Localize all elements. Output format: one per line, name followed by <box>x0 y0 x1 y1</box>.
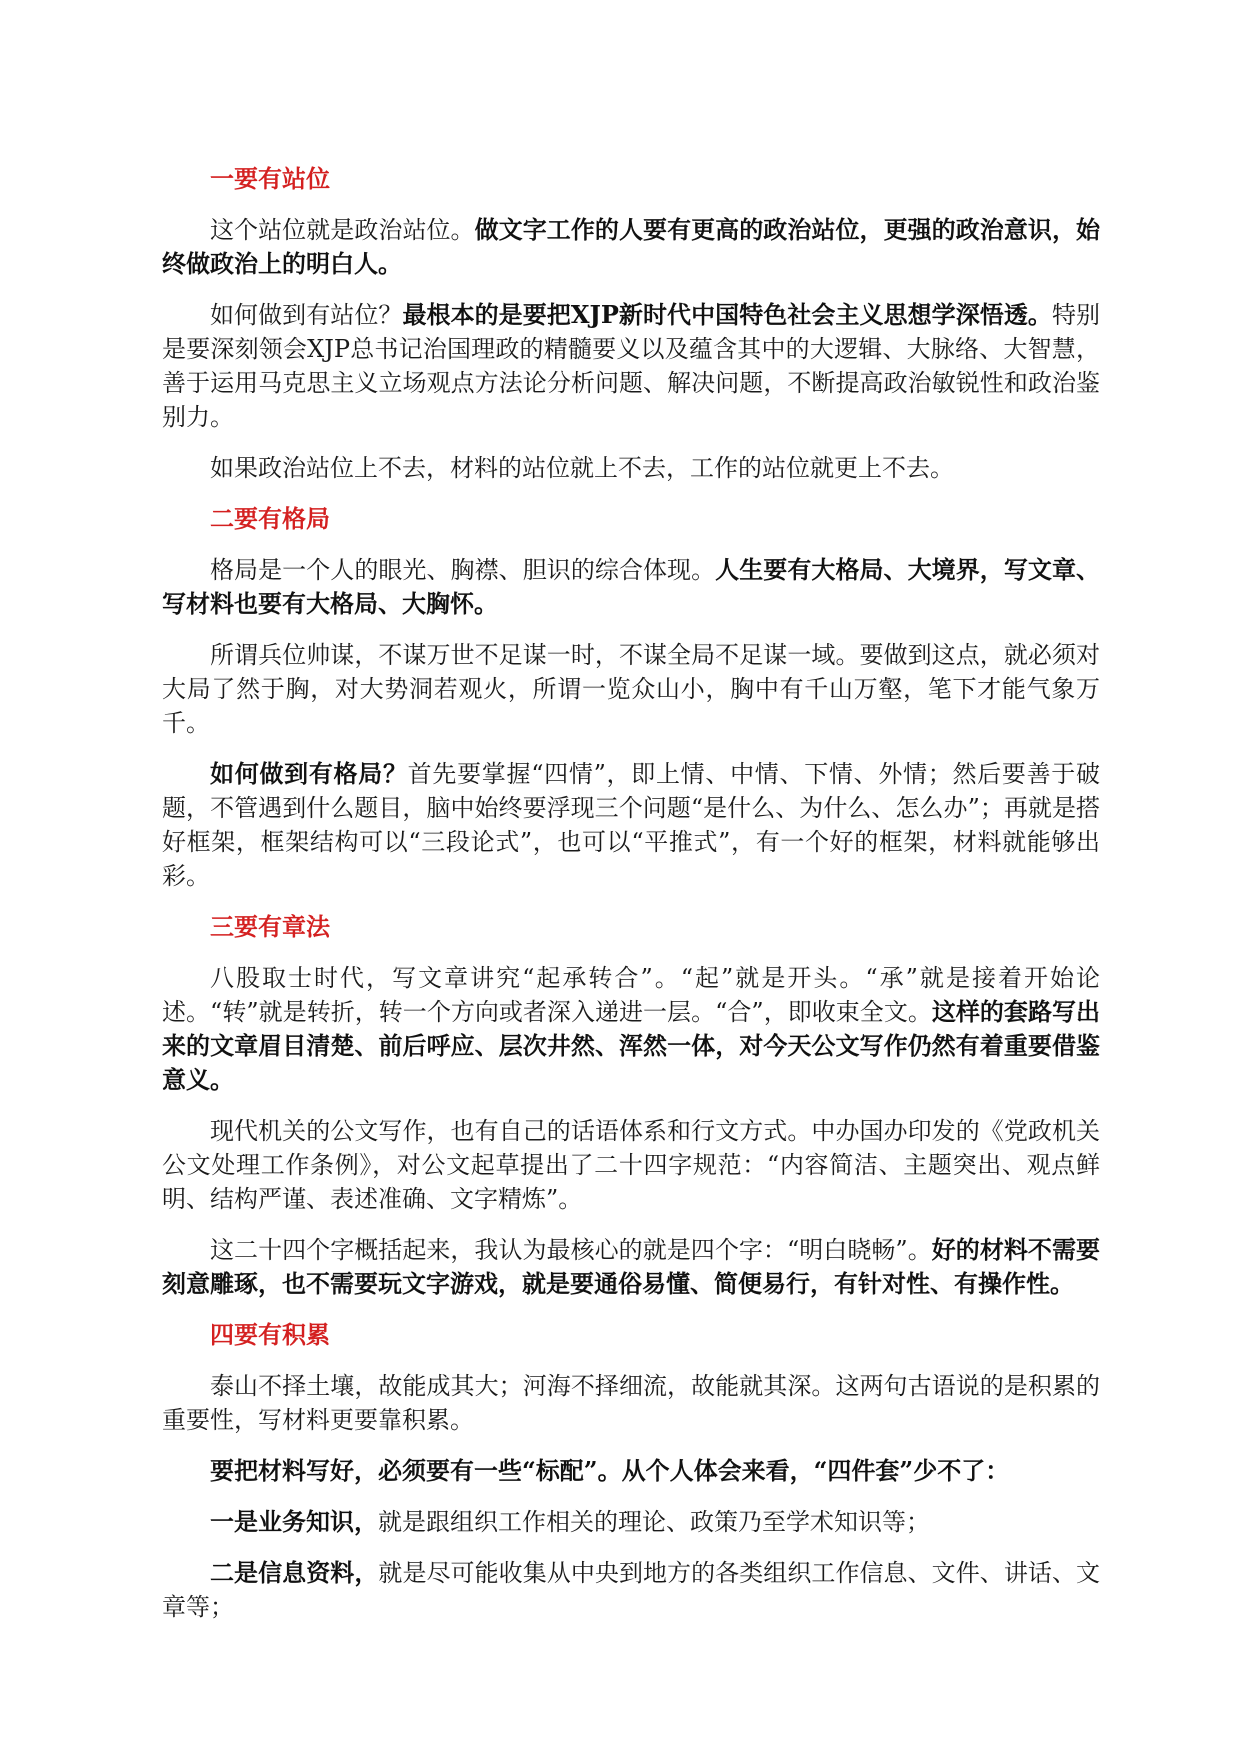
paragraph <box>162 757 1100 893</box>
paragraph <box>162 213 1100 281</box>
body-text: 就是跟组织工作相关的理论、政策乃至学术知识等； <box>378 1508 930 1536</box>
paragraph <box>162 1556 1100 1624</box>
paragraph <box>162 961 1100 1097</box>
emphasis-text: 好的材料不需要刻意雕琢，也不需要玩文字游戏，就是要通俗易懂、简便易行，有针对性、有操作性。 <box>162 1235 1101 1298</box>
paragraph <box>162 553 1100 621</box>
emphasis-text: 二是信息资料， <box>210 1558 379 1587</box>
body-text: 所谓兵位帅谋，不谋万世不足谋一时，不谋全局不足谋一域。要做到这点，就必须对大局了然于胸，对大势洞若观火，所谓一览众山小，胸中有千山万壑，笔下才能气象万千。 <box>162 641 1100 737</box>
emphasis-text: 做文字工作的人要有更高的政治站位，更强的政治意识，始终做政治上的明白人。 <box>162 215 1101 278</box>
body-text: 特别是要深刻领会XJP总书记治国理政的精髓要义以及蕴含其中的大逻辑、大脉络、大智慧，善于运用马克思主义立场观点方法论分析问题、解决问题，不断提高政治敏锐性和政治鉴别力。 <box>162 301 1100 431</box>
body-text: 泰山不择土壤，故能成其大；河海不择细流，故能就其深。这两句古语说的是积累的重要性，写材料更要靠积累。 <box>162 1372 1100 1434</box>
paragraph <box>162 638 1100 740</box>
section-heading: 一要有站位 <box>210 164 330 193</box>
paragraph <box>162 1454 1100 1488</box>
body-text: 就是尽可能收集从中央到地方的各类组织工作信息、文件、讲话、文章等； <box>162 1559 1100 1621</box>
body-text: 八股取士时代，写文章讲究“起承转合”。“起”就是开头。“承”就是接着开始论述。“转”就是转折，转一个方向或者深入递进一层。“合”，即收束全文。 <box>162 964 1100 1026</box>
paragraph <box>162 1114 1100 1216</box>
emphasis-text: 最根本的是要把XJP新时代中国特色社会主义思想学深悟透。 <box>402 300 1052 329</box>
emphasis-text: 这样的套路写出来的文章眉目清楚、前后呼应、层次井然、浑然一体，对今天公文写作仍然有着重要借鉴意义。 <box>162 997 1100 1094</box>
emphasis-text: 如何做到有格局？ <box>210 759 408 788</box>
paragraph <box>162 298 1100 434</box>
body-text: 这二十四个字概括起来，我认为最核心的就是四个字：“明白晓畅”。 <box>210 1236 932 1264</box>
body-text: 如果政治站位上不去，材料的站位就上不去，工作的站位就更上不去。 <box>210 454 954 482</box>
paragraph <box>162 451 1100 485</box>
emphasis-text: 要把材料写好，必须要有一些“标配”。从个人体会来看，“四件套”少不了： <box>210 1456 1010 1485</box>
body-text: 格局是一个人的眼光、胸襟、胆识的综合体现。 <box>210 556 716 584</box>
section-heading: 二要有格局 <box>210 504 330 533</box>
body-text: 首先要掌握“四情”，即上情、中情、下情、外情；然后要善于破题，不管遇到什么题目，脑中始终要浮现三个问题“是什么、为什么、怎么办”；再就是搭好框架，框架结构可以“三段论式”，也可以“平推式”，有一个好的框架，材料就能够出彩。 <box>162 760 1100 890</box>
body-text: 如何做到有站位？ <box>210 301 403 329</box>
body-text: 现代机关的公文写作，也有自己的话语体系和行文方式。中办国办印发的《党政机关公文处理工作条例》，对公文起草提出了二十四字规范：“内容简洁、主题突出、观点鲜明、结构严谨、表述准确、文字精炼”。 <box>162 1117 1100 1213</box>
section-heading: 四要有积累 <box>210 1320 330 1349</box>
paragraph <box>162 1505 1100 1539</box>
emphasis-text: 人生要有大格局、大境界，写文章、写材料也要有大格局、大胸怀。 <box>162 555 1101 618</box>
body-text: 这个站位就是政治站位。 <box>210 216 475 244</box>
document-body <box>162 162 1100 1641</box>
paragraph <box>162 1369 1100 1437</box>
paragraph <box>162 1233 1100 1301</box>
section-heading: 三要有章法 <box>210 912 330 941</box>
emphasis-text: 一是业务知识， <box>210 1507 378 1536</box>
